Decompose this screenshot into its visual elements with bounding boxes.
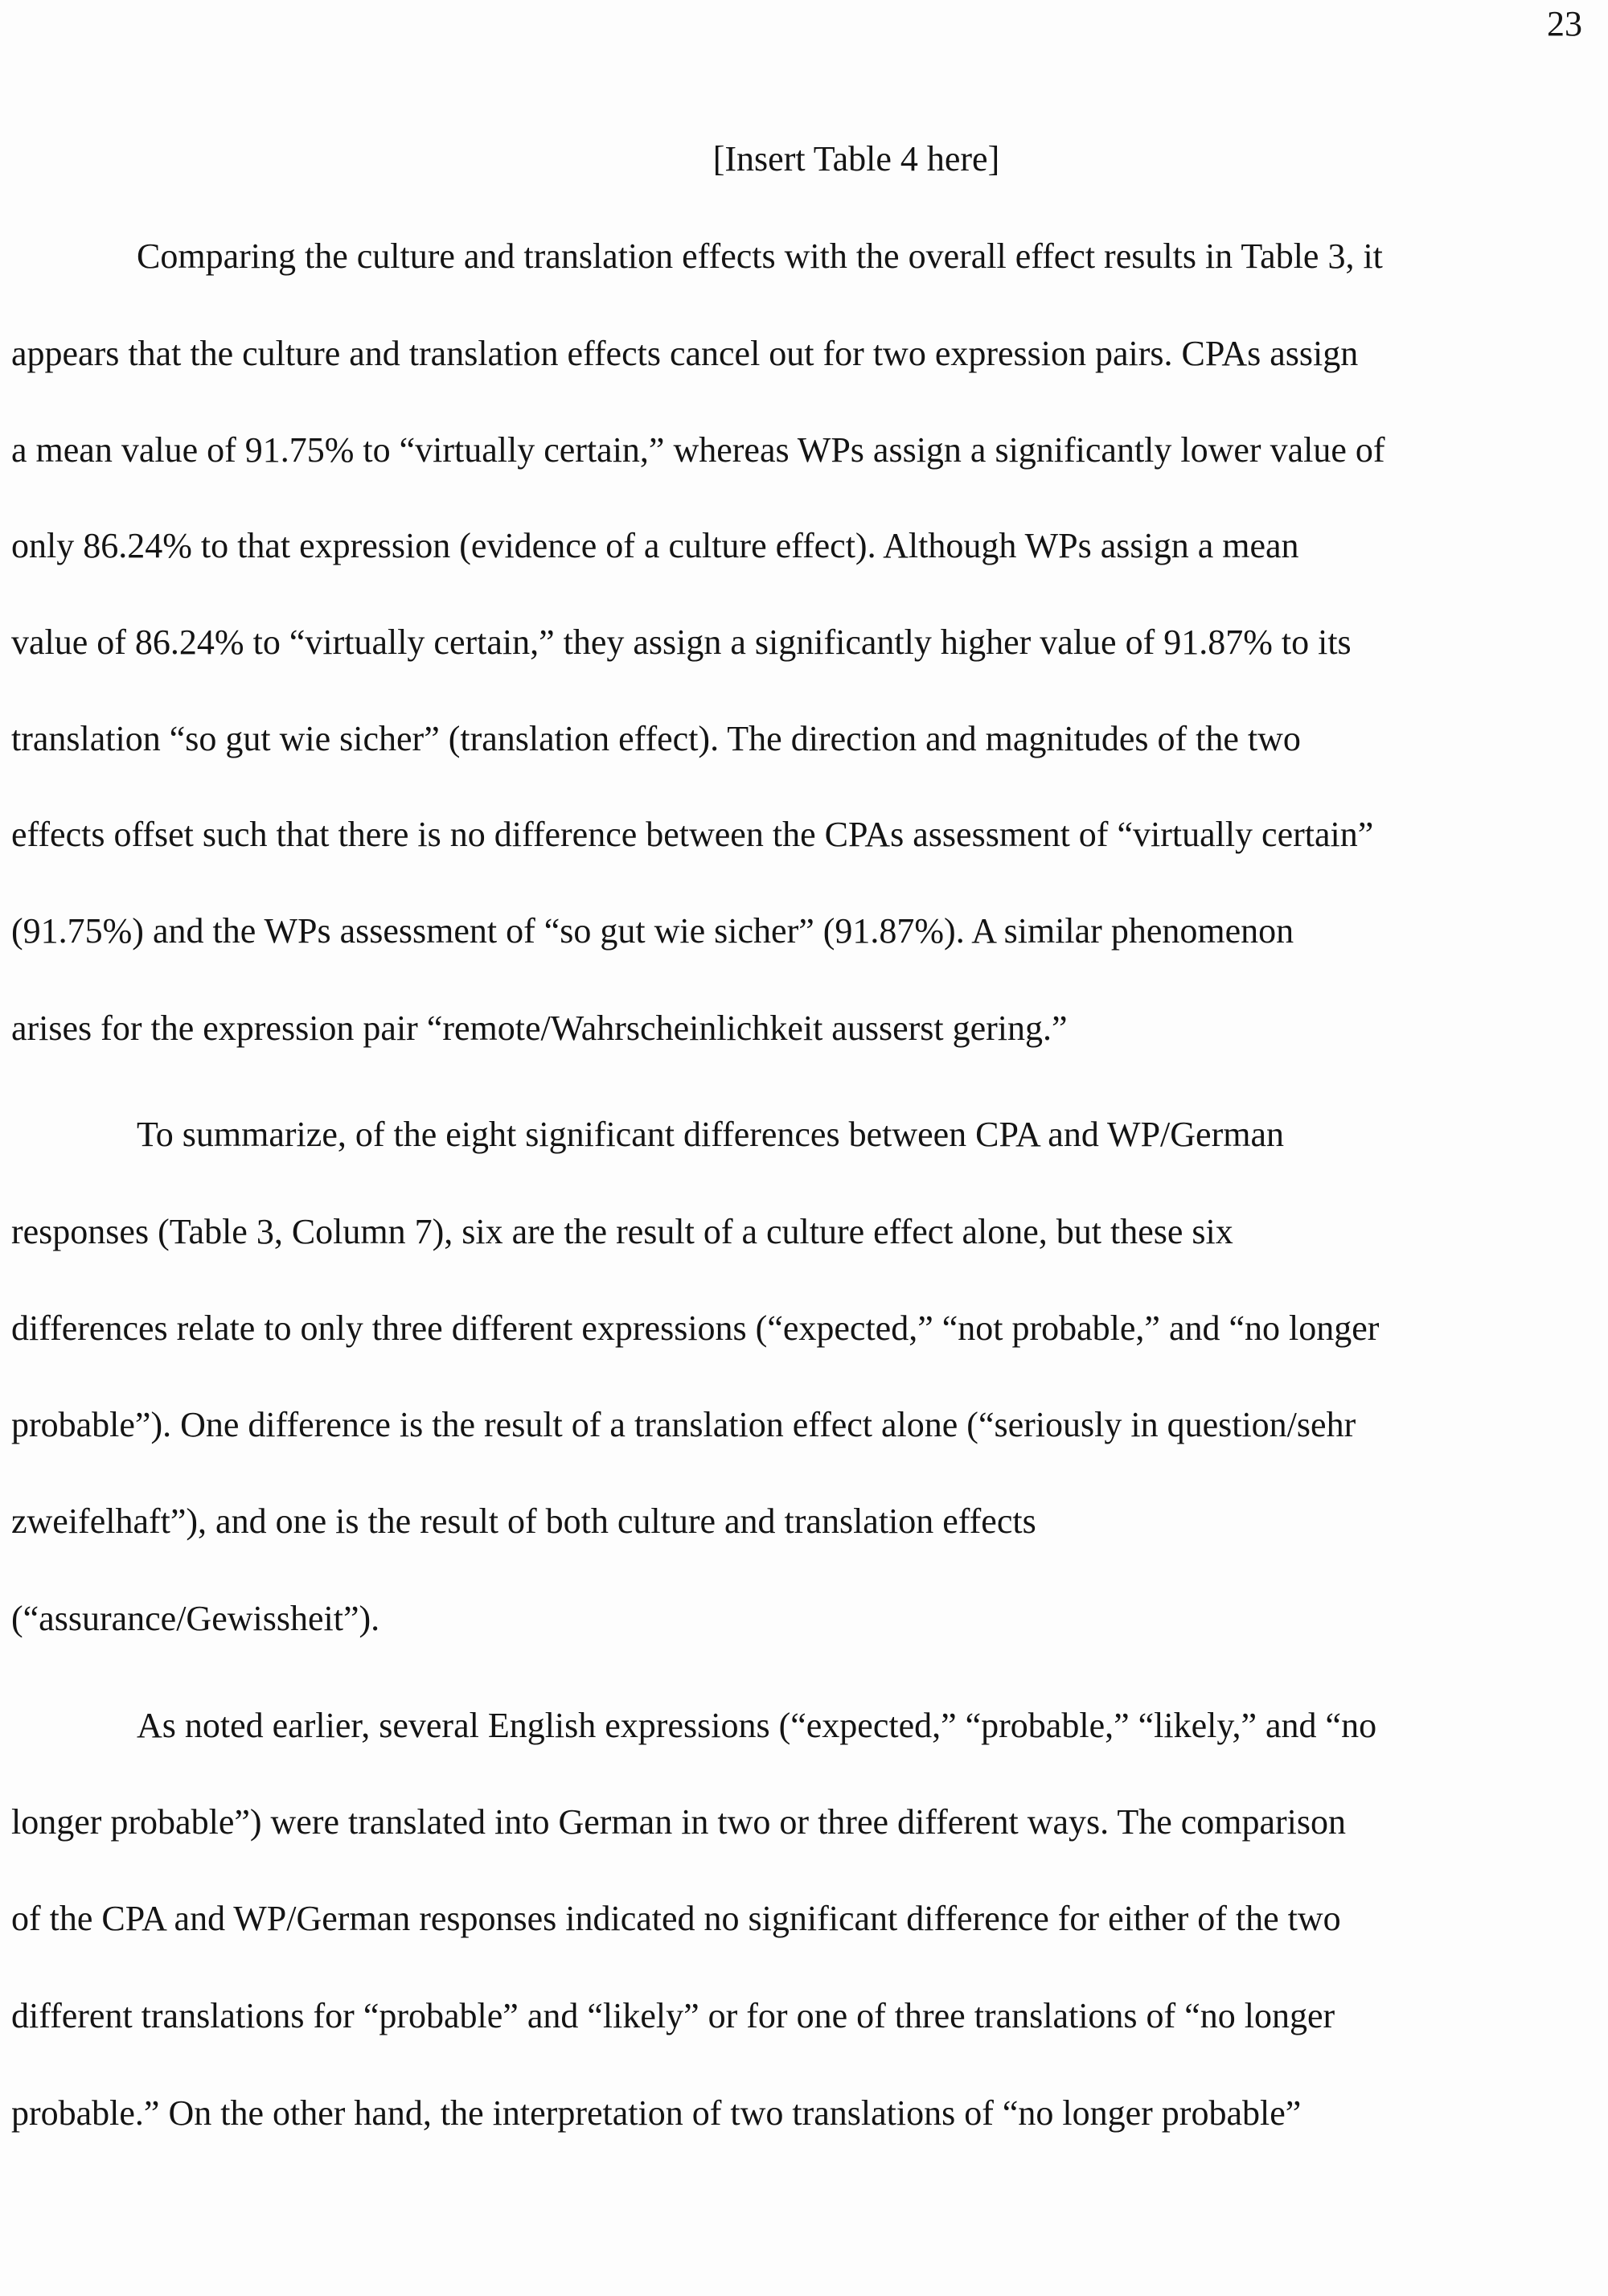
text-line: effects offset such that there is no difference between the CPAs assessment of “virtually certain”	[11, 815, 1374, 854]
text-line: zweifelhaft”), and one is the result of both culture and translation effects	[11, 1501, 1036, 1541]
table-placeholder: [Insert Table 4 here]	[712, 139, 1000, 179]
text-line: appears that the culture and translation effects cancel out for two expression pairs. CPAs assign	[11, 334, 1359, 373]
text-line: different translations for “probable” and “likely” or for one of three translations of “no longer	[11, 1996, 1335, 2035]
text-line: probable.” On the other hand, the interpretation of two translations of “no longer probable”	[11, 2093, 1302, 2133]
text-line: a mean value of 91.75% to “virtually certain,” whereas WPs assign a significantly lower value of	[11, 430, 1385, 470]
text-line: (“assurance/Gewissheit”).	[11, 1599, 380, 1638]
page-number: 23	[1547, 4, 1582, 43]
text-line: arises for the expression pair “remote/Wahrscheinlichkeit ausserst gering.”	[11, 1008, 1068, 1048]
text-line: To summarize, of the eight significant differences between CPA and WP/German	[137, 1115, 1284, 1154]
text-line: only 86.24% to that expression (evidence of a culture effect). Although WPs assign a mean	[11, 526, 1299, 565]
text-line: longer probable”) were translated into German in two or three different ways. The comparison	[11, 1802, 1347, 1842]
text-line: value of 86.24% to “virtually certain,” they assign a significantly higher value of 91.87% to its	[11, 622, 1352, 662]
text-line: Comparing the culture and translation effects with the overall effect results in Table 3, it	[137, 236, 1383, 276]
text-line: differences relate to only three different expressions (“expected,” “not probable,” and “no longer	[11, 1308, 1380, 1348]
text-line: responses (Table 3, Column 7), six are the result of a culture effect alone, but these six	[11, 1212, 1233, 1251]
text-line: (91.75%) and the WPs assessment of “so gut wie sicher” (91.87%). A similar phenomenon	[11, 911, 1294, 951]
text-line: of the CPA and WP/German responses indicated no significant difference for either of the two	[11, 1899, 1341, 1938]
text-line: translation “so gut wie sicher” (translation effect). The direction and magnitudes of the two	[11, 719, 1301, 758]
text-line: probable”). One difference is the result of a translation effect alone (“seriously in question/sehr	[11, 1405, 1356, 1444]
text-line: As noted earlier, several English expressions (“expected,” “probable,” “likely,” and “no	[137, 1706, 1377, 1745]
